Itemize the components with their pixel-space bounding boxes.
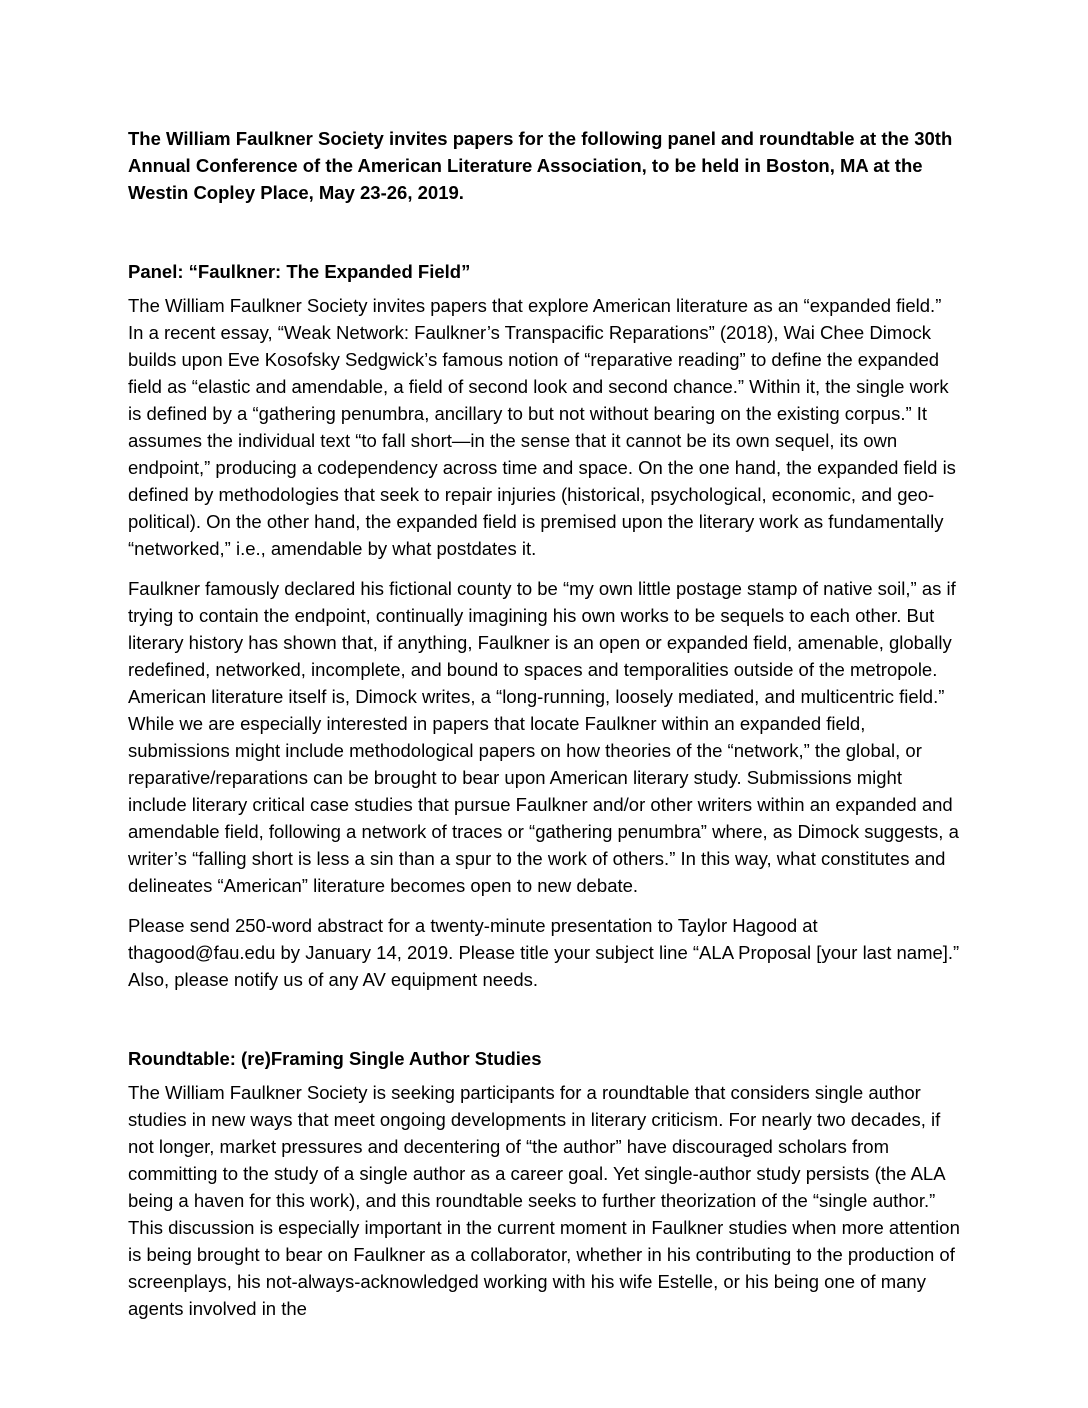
intro-paragraph: The William Faulkner Society invites papers for the following panel and roundtable at the 30th Annual Conference of the American Literature Association, to be held in Boston, MA at the Westin Copley Place, May 23-26, 2019. [128,128,953,203]
roundtable-section [128,1045,960,1322]
panel-paragraph-2: Faulkner famously declared his fictional county to be “my own little postage stamp of native soil,” as if trying to contain the endpoint, continually imagining his own works to be sequels to each other. But literary history has shown that, if anything, Faulkner is an open or expanded field, amenable, globally redefined, networked, incomplete, and bound to spaces and temporalities outside of the metropole. American literature itself is, Dimock writes, a “long-running, loosely mediated, and multicentric field.” While we are especially interested in papers that locate Faulkner within an expanded field, submissions might include methodological papers on how theories of the “network,” the global, or reparative/reparations can be brought to bear upon American literary study. Submissions might include literary critical case studies that pursue Faulkner and/or other writers within an expanded and amendable field, following a network of traces or “gathering penumbra” where, as Dimock suggests, a writer’s “falling short is less a sin than a spur to the work of others.” In this way, what constitutes and delineates “American” literature becomes open to new debate. [128,578,959,896]
panel-submission-instructions: Please send 250-word abstract for a twenty-minute presentation to Taylor Hagood at thagood@fau.edu by January 14, 2019. Please title your subject line “ALA Proposal [your last name].” Also, please notify us of any AV equipment needs. [128,915,960,990]
roundtable-paragraph-1: The William Faulkner Society is seeking participants for a roundtable that considers single author studies in new ways that meet ongoing developments in literary criticism. For nearly two decades, if not longer, market pressures and decentering of “the author” have discouraged scholars from committing to the study of a single author as a career goal. Yet single-author study persists (the ALA being a haven for this work), and this roundtable seeks to further theorization of the “single author.” This discussion is especially important in the current moment in Faulkner studies when more attention is being brought to bear on Faulkner as a collaborator, whether in his contributing to the production of screenplays, his not-always-acknowledged working with his wife Estelle, or his being one of many agents involved in the [128,1082,960,1319]
panel-paragraph-1: The William Faulkner Society invites papers that explore American literature as an “expanded field.” In a recent essay, “Weak Network: Faulkner’s Transpacific Reparations” (2018), Wai Chee Dimock builds upon Eve Kosofsky Sedgwick’s famous notion of “reparative reading” to define the expanded field as “elastic and amendable, a field of second look and second chance.” Within it, the single work is defined by a “gathering penumbra, ancillary to but not without bearing on the existing corpus.” It assumes the individual text “to fall short—in the sense that it cannot be its own sequel, its own endpoint,” producing a codependency across time and space. On the one hand, the expanded field is defined by methodologies that seek to repair injuries (historical, psychological, economic, and geo-political). On the other hand, the expanded field is premised upon the literary work as fundamentally “networked,” i.e., amendable by what postdates it. [128,295,956,559]
panel-heading: Panel: “Faulkner: The Expanded Field” [128,261,471,282]
panel-section [128,258,960,993]
roundtable-heading: Roundtable: (re)Framing Single Author Studies [128,1048,542,1069]
